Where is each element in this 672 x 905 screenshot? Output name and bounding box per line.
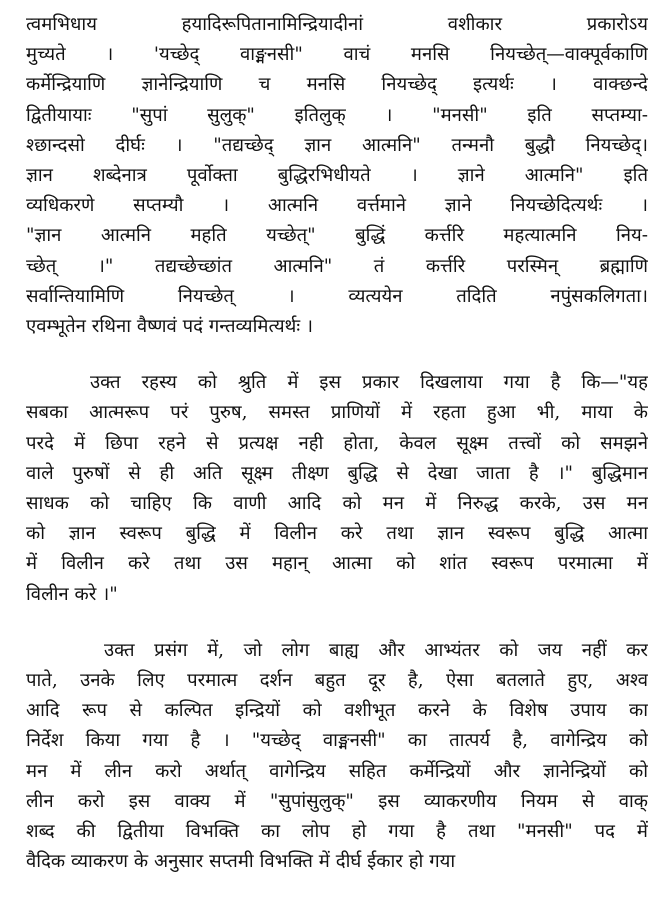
text-line: मुच्यते । 'यच्छेद् वाङ्मनसी" वाचं मनसि नियच्छेत्—वाक्पूर्वकाणि xyxy=(26,44,648,66)
text-line: एवम्भूतेन रथिना वैष्णवं पदं गन्तव्यमित्यर्थः । xyxy=(26,316,313,338)
text-line: कर्मेन्द्रियाणि ज्ञानेन्द्रियाणि च मनसि नियच्छेद् इत्यर्थः । वाक्छन्दे xyxy=(26,74,648,96)
text-line: वैदिक व्याकरण के अनुसार सप्तमी विभक्ति में दीर्घ ईकार हो गया xyxy=(26,851,456,873)
text-line: पाते, उनके लिए परमात्म दर्शन बहुत दूर है, ऐसा बतलाते हुए, अश्व xyxy=(26,670,648,692)
text-line: द्वितीयायाः "सुपां सुलुक्" इतिलुक् । "मनसी" इति सप्तम्या- xyxy=(26,104,648,126)
text-line: "ज्ञान आत्मनि महति यच्छेत्" बुद्धिं कर्त्तरि महत्यात्मनि निय- xyxy=(26,225,648,247)
text-line: निर्देश किया गया है । "यच्छेद् वाङ्मनसी" का तात्पर्य है, वागेन्द्रिय को xyxy=(26,730,648,752)
text-line: मन में लीन करो अर्थात् वागेन्द्रिय सहित कर्मेन्द्रियों और ज्ञानेन्द्रियों को xyxy=(26,760,648,782)
text-line: सर्वान्तियामिणि नियच्छेत् । व्यत्ययेन तदिति नपुंसकलिगता। xyxy=(26,285,648,307)
text-line: व्यधिकरणे सप्तम्यौ । आत्मनि वर्त्तमाने ज्ञाने नियच्छेदित्यर्थः । xyxy=(26,195,648,217)
hindi-paragraph-2 xyxy=(26,636,648,878)
text-line: साधक को चाहिए कि वाणी आदि को मन में निरुद्ध करके, उस मन xyxy=(26,493,648,515)
text-line: परदे में छिपा रहने से प्रत्यक्ष नही होता, केवल सूक्ष्म तत्त्वों को समझने xyxy=(26,432,648,454)
text-line: उक्त प्रसंग में, जो लोग बाह्य और आभ्यंतर को जय नहीं कर xyxy=(104,639,648,661)
text-line: में विलीन करे तथा उस महान् आत्मा को शांत स्वरूप परमात्मा में xyxy=(26,553,648,575)
sanskrit-passage xyxy=(26,10,648,342)
hindi-paragraph-1 xyxy=(26,368,648,610)
text-line: सबका आत्मरूप परं पुरुष, समस्त प्राणियों में रहता हुआ भी, माया के xyxy=(26,402,648,424)
paragraph-gap xyxy=(26,342,648,368)
text-line: श्छान्दसो दीर्घः । "तद्यच्छेद् ज्ञान आत्मनि" तन्मनौ बुद्धौ नियच्छेद्। xyxy=(26,134,648,156)
paragraph-gap xyxy=(26,610,648,636)
text-line: को ज्ञान स्वरूप बुद्धि में विलीन करे तथा ज्ञान स्वरूप बुद्धि आत्मा xyxy=(26,523,648,545)
text-line: च्छेत् ।" तद्यच्छेच्छांत आत्मनि" तं कर्त्तरि परस्मिन् ब्रह्माणि xyxy=(26,255,648,277)
text-line: ज्ञान शब्देनात्र पूर्वोक्ता बुद्धिरभिधीयते । ज्ञाने आत्मनि" इति xyxy=(26,165,648,187)
text-line: लीन करो इस वाक्य में "सुपांसुलुक्" इस व्याकरणीय नियम से वाक् xyxy=(26,790,648,812)
text-line: आदि रूप से कल्पित इन्द्रियों को वशीभूत करने के विशेष उपाय का xyxy=(26,700,648,722)
text-line: शब्द की द्वितीया विभक्ति का लोप हो गया है तथा "मनसी" पद में xyxy=(26,821,648,843)
text-line: त्वमभिधाय हयादिरूपितानामिन्द्रियादीनां वशीकार प्रकारोऽय xyxy=(26,14,648,35)
text-line: उक्त रहस्य को श्रुति में इस प्रकार दिखलाया गया है कि—"यह xyxy=(90,372,648,394)
text-line: वाले पुरुषों से ही अति सूक्ष्म तीक्ष्ण बुद्धि से देखा जाता है ।" बुद्धिमान xyxy=(26,462,648,484)
text-line: विलीन करे ।" xyxy=(26,583,118,605)
